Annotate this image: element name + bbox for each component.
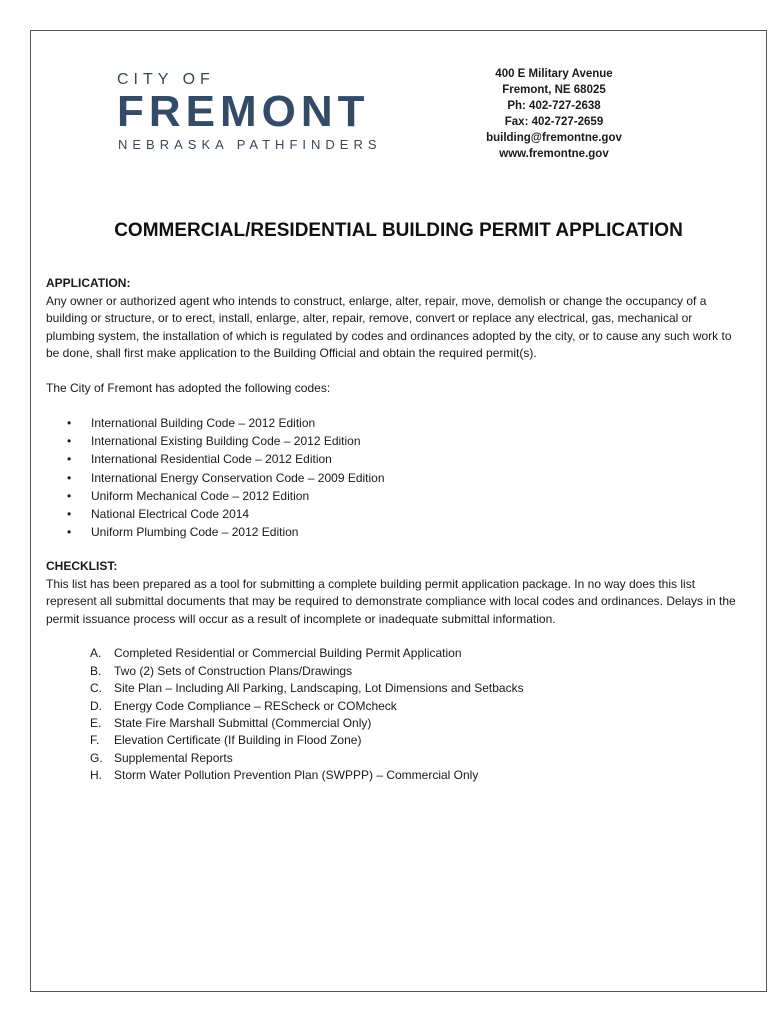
item-text: State Fire Marshall Submittal (Commercial Only) xyxy=(114,716,372,731)
code-item: National Electrical Code 2014 xyxy=(91,507,250,522)
item-text: Completed Residential or Commercial Building Permit Application xyxy=(114,646,462,661)
list-item xyxy=(67,450,736,468)
item-letter: F. xyxy=(90,733,100,748)
document-body xyxy=(46,275,736,785)
item-text: Energy Code Compliance – REScheck or COMcheck xyxy=(114,698,397,713)
code-item: International Energy Conservation Code – 2009 Edition xyxy=(91,470,385,485)
address-block xyxy=(454,66,654,162)
logo-city-of: CITY OF xyxy=(117,71,215,88)
address-street: 400 E Military Avenue xyxy=(495,68,613,80)
list-item xyxy=(67,414,736,432)
bullet-icon: • xyxy=(67,488,72,503)
item-text: Elevation Certificate (If Building in Flood Zone) xyxy=(114,733,362,748)
list-item xyxy=(67,487,736,505)
item-letter: H. xyxy=(90,768,102,783)
list-item xyxy=(90,698,736,715)
code-item: Uniform Mechanical Code – 2012 Edition xyxy=(91,488,310,503)
item-letter: A. xyxy=(90,646,102,661)
item-text: Supplemental Reports xyxy=(114,750,233,765)
list-item xyxy=(90,663,736,680)
item-letter: D. xyxy=(90,698,102,713)
application-text: Any owner or authorized agent who intends to construct, enlarge, alter, repair, move, demolish or change the occupancy of a building or structure, or to erect, install, enlarge, alter, repair, remove, convert or replace any electrical, gas, mechanical or plumbing system, the installation of which is regulated by codes and ordinances adopted by the city, or to cause any such work to be done, shall first make application to the Building Official and obtain the required permit(s). xyxy=(46,293,732,360)
logo-tagline: NEBRASKA PATHFINDERS xyxy=(118,137,382,152)
item-letter: B. xyxy=(90,663,102,678)
code-item: Uniform Plumbing Code – 2012 Edition xyxy=(91,525,299,540)
address-city: Fremont, NE 68025 xyxy=(502,84,606,96)
item-letter: C. xyxy=(90,681,102,696)
bullet-icon: • xyxy=(67,416,72,430)
list-item xyxy=(67,469,736,487)
list-item xyxy=(90,680,736,697)
address-fax: Fax: 402-727-2659 xyxy=(504,116,604,128)
list-item xyxy=(67,523,736,541)
address-website: www.fremontne.gov xyxy=(499,148,609,160)
document-page xyxy=(30,30,767,992)
list-item xyxy=(67,432,736,450)
city-logo xyxy=(117,71,407,161)
document-title: COMMERCIAL/RESIDENTIAL BUILDING PERMIT APPLICATION xyxy=(114,220,683,241)
list-item xyxy=(90,750,736,767)
list-item xyxy=(90,732,736,749)
list-item xyxy=(67,505,736,523)
bullet-icon: • xyxy=(67,452,72,467)
checklist-heading: CHECKLIST: xyxy=(46,559,118,574)
list-item xyxy=(90,645,736,662)
list-item xyxy=(90,715,736,732)
address-phone: Ph: 402-727-2638 xyxy=(507,100,601,112)
codes-list xyxy=(46,414,736,541)
code-item: International Residential Code – 2012 Edition xyxy=(91,452,332,467)
bullet-icon: • xyxy=(67,470,72,485)
logo-fremont: FREMONT xyxy=(117,87,370,136)
code-item: International Existing Building Code – 2012 Edition xyxy=(91,434,361,449)
bullet-icon: • xyxy=(67,434,72,449)
address-email: building@fremontne.gov xyxy=(486,132,622,144)
bullet-icon: • xyxy=(67,525,72,540)
item-letter: E. xyxy=(90,716,102,731)
item-text: Two (2) Sets of Construction Plans/Drawings xyxy=(114,663,353,678)
checklist-list xyxy=(46,645,736,784)
list-item xyxy=(90,767,736,784)
item-letter: G. xyxy=(90,750,103,765)
bullet-icon: • xyxy=(67,507,72,522)
codes-intro: The City of Fremont has adopted the following codes: xyxy=(46,380,331,395)
application-heading: APPLICATION: xyxy=(46,276,131,290)
checklist-text: This list has been prepared as a tool for submitting a complete building permit application package. In no way does this list represent all submittal documents that may be required to demonstrate compliance with local codes and ordinances. Delays in the permit issuance process will occur as a result of incomplete or inadequate submittal information. xyxy=(46,576,736,626)
item-text: Storm Water Pollution Prevention Plan (SWPPP) – Commercial Only xyxy=(114,768,479,783)
code-item: International Building Code – 2012 Edition xyxy=(91,416,316,430)
item-text: Site Plan – Including All Parking, Landscaping, Lot Dimensions and Setbacks xyxy=(114,681,524,696)
